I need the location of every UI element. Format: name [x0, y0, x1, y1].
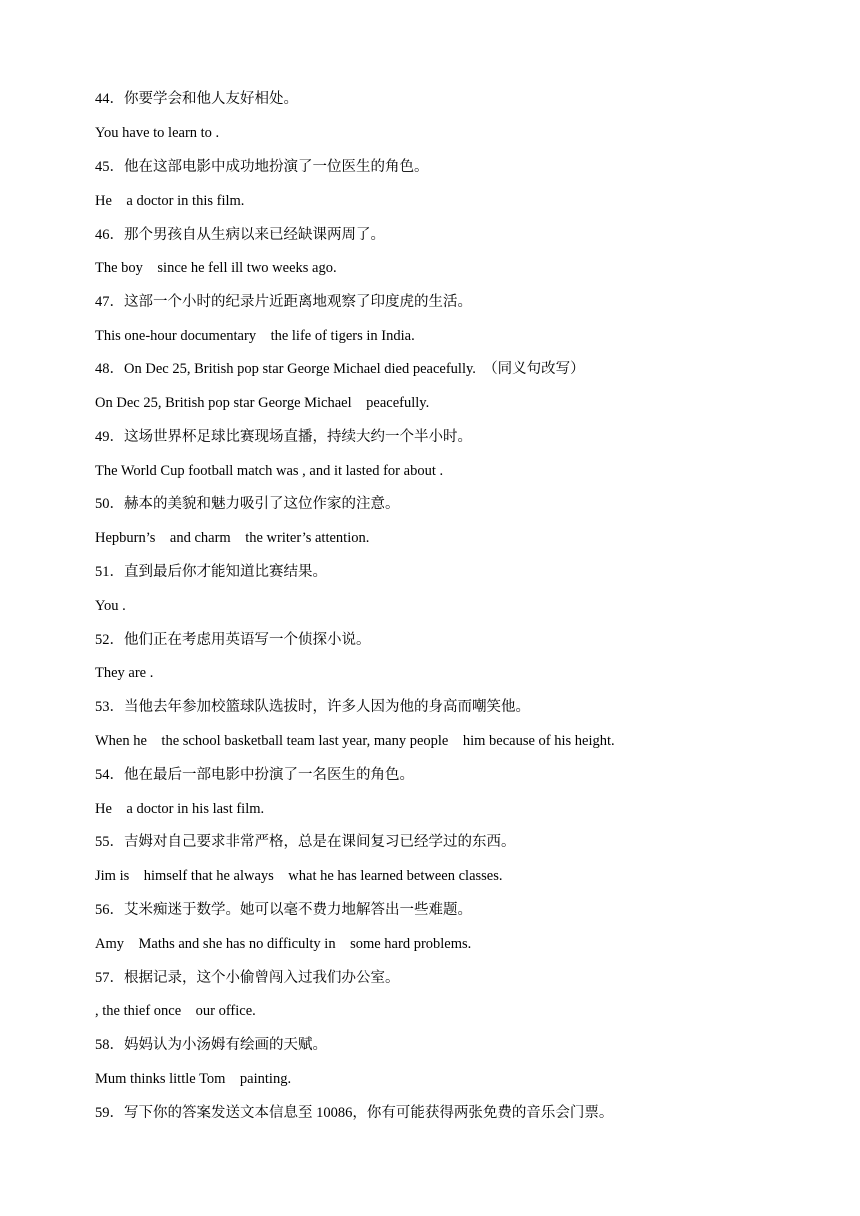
- question-58-cn: 58．妈妈认为小汤姆有绘画的天赋。: [95, 1037, 327, 1053]
- answer-51-en: You .: [95, 598, 126, 614]
- answer-50-en: Hepburn’s and charm the writer’s attention.: [95, 530, 370, 546]
- question-46-cn: 46．那个男孩自从生病以来已经缺课两周了。: [95, 227, 385, 243]
- question-50-cn: 50．赫本的美貌和魅力吸引了这位作家的注意。: [95, 496, 400, 512]
- answer-55-en: Jim is himself that he always what he has learned between classes.: [95, 868, 503, 884]
- answer-45-en: He a doctor in this film.: [95, 193, 245, 209]
- question-56-cn: 56．艾米痴迷于数学。她可以毫不费力地解答出一些难题。: [95, 902, 472, 918]
- answer-44-en: You have to learn to .: [95, 125, 220, 141]
- answer-52-en: They are .: [95, 665, 154, 681]
- question-52-cn: 52．他们正在考虑用英语写一个侦探小说。: [95, 632, 371, 648]
- question-48-cn: 48．On Dec 25, British pop star George Michael died peacefully. （同义句改写）: [95, 361, 585, 377]
- answer-47-en: This one-hour documentary the life of tigers in India.: [95, 328, 415, 344]
- answer-56-en: Amy Maths and she has no difficulty in some hard problems.: [95, 936, 472, 952]
- answer-46-en: The boy since he fell ill two weeks ago.: [95, 260, 337, 276]
- question-49-cn: 49．这场世界杯足球比赛现场直播，持续大约一个半小时。: [95, 429, 472, 445]
- question-55-cn: 55．吉姆对自己要求非常严格，总是在课间复习已经学过的东西。: [95, 834, 516, 850]
- question-51-cn: 51．直到最后你才能知道比赛结果。: [95, 564, 327, 580]
- answer-54-en: He a doctor in his last film.: [95, 801, 265, 817]
- question-45-cn: 45．他在这部电影中成功地扮演了一位医生的角色。: [95, 159, 429, 175]
- answer-57-en: , the thief once our office.: [95, 1003, 256, 1019]
- answer-48-en: On Dec 25, British pop star George Michael peacefully.: [95, 395, 430, 411]
- question-44-cn: 44．你要学会和他人友好相处。: [95, 91, 298, 107]
- answer-58-en: Mum thinks little Tom painting.: [95, 1071, 292, 1087]
- question-54-cn: 54．他在最后一部电影中扮演了一名医生的角色。: [95, 767, 414, 783]
- question-53-cn: 53．当他去年参加校篮球队选拔时，许多人因为他的身高而嘲笑他。: [95, 699, 530, 715]
- question-59-cn: 59．写下你的答案发送文本信息至 10086，你有可能获得两张免费的音乐会门票。: [95, 1105, 614, 1121]
- question-47-cn: 47．这部一个小时的纪录片近距离地观察了印度虎的生活。: [95, 294, 472, 310]
- answer-49-en: The World Cup football match was , and it lasted for about .: [95, 463, 444, 479]
- question-57-cn: 57．根据记录，这个小偷曾闯入过我们办公室。: [95, 970, 400, 986]
- answer-53-en: When he the school basketball team last year, many people him because of his height.: [95, 733, 615, 749]
